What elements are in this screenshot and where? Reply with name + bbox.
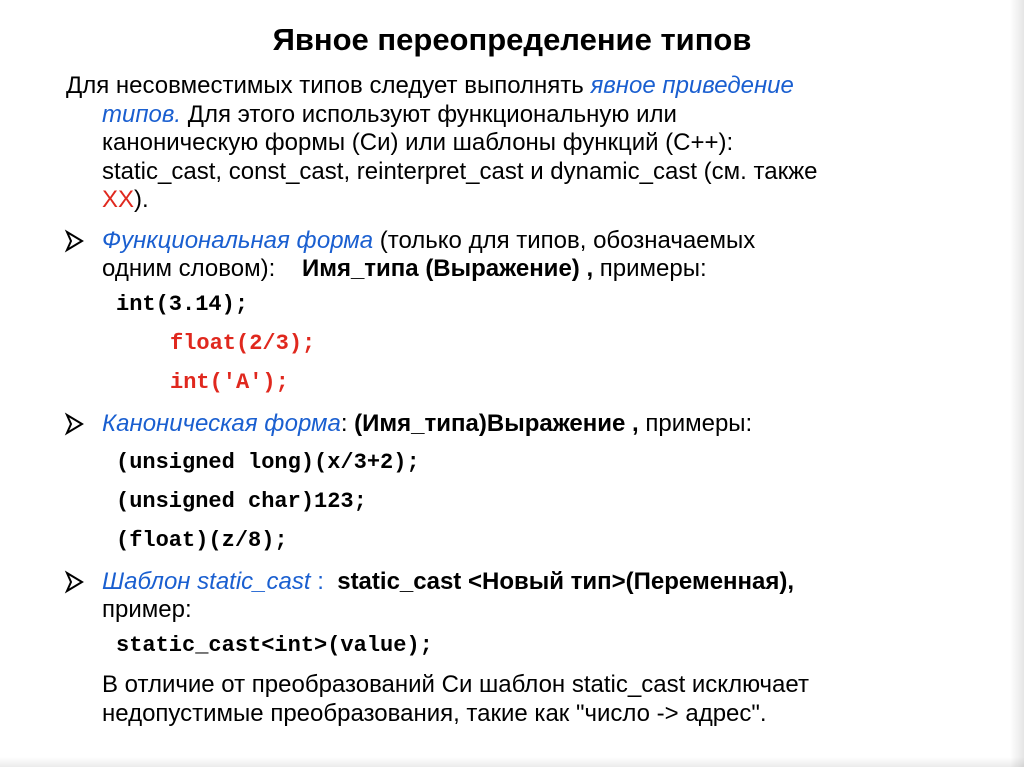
code-template-1: static_cast<int>(value); — [116, 633, 433, 658]
functional-line-2 — [102, 254, 707, 284]
code-canonical-3: (float)(z/8); — [116, 528, 288, 553]
intro-text: Для несовместимых типов следует выполнять — [66, 72, 591, 99]
bullet-arrow-icon — [64, 229, 86, 253]
canonical-examples-label: примеры: — [638, 410, 753, 437]
page-shadow-bottom — [0, 757, 1024, 767]
canonical-colon: : — [340, 410, 355, 437]
page-shadow-right — [1010, 0, 1024, 767]
intro-line-3: каноническую формы (Си) или шаблоны функций (С++): — [102, 129, 734, 156]
functional-form-label: Функциональная форма — [102, 227, 374, 254]
template-note-1: В отличие от преобразований Си шаблон static_cast исключает — [102, 671, 809, 698]
template-colon: : — [310, 568, 338, 595]
functional-line-1 — [102, 226, 755, 256]
code-canonical-2: (unsigned char)123; — [116, 489, 367, 514]
intro-highlight: явное приведение — [590, 72, 794, 99]
intro-line-1 — [66, 71, 794, 101]
canonical-syntax: (Имя_типа)Выражение , — [354, 410, 639, 437]
canonical-form-label: Каноническая форма — [102, 410, 341, 437]
code-functional-2: float(2/3); — [170, 331, 316, 356]
code-functional-1: int(3.14); — [116, 292, 249, 317]
canonical-line-1 — [102, 409, 752, 439]
intro-text-end: ). — [134, 186, 149, 213]
intro-line-5 — [102, 185, 149, 215]
functional-text: (только для типов, обозначаемых — [373, 227, 756, 254]
functional-text: одним словом): — [102, 255, 302, 282]
template-line-2: пример: — [102, 596, 192, 623]
code-canonical-1: (unsigned long)(x/3+2); — [116, 450, 420, 475]
intro-line-4: static_cast, const_cast, reinterpret_cast и dynamic_cast (см. также — [102, 158, 818, 185]
template-line-1 — [102, 567, 794, 597]
functional-examples-label: примеры: — [593, 255, 707, 282]
bullet-arrow-icon — [64, 570, 86, 594]
bullet-arrow-icon — [64, 412, 86, 436]
intro-line-2 — [102, 100, 677, 130]
xx-reference: ХХ — [102, 186, 135, 213]
intro-text: Для этого используют функциональную или — [181, 101, 677, 128]
template-syntax: static_cast <Новый тип>(Переменная), — [337, 568, 795, 595]
template-note-2: недопустимые преобразования, такие как "число -> адрес". — [102, 700, 767, 727]
template-label: Шаблон static_cast — [102, 568, 311, 595]
slide-title: Явное переопределение типов — [272, 22, 752, 57]
functional-syntax: Имя_типа (Выражение) , — [301, 255, 594, 282]
intro-highlight-cont: типов. — [102, 101, 182, 128]
code-functional-3: int('A'); — [170, 370, 289, 395]
